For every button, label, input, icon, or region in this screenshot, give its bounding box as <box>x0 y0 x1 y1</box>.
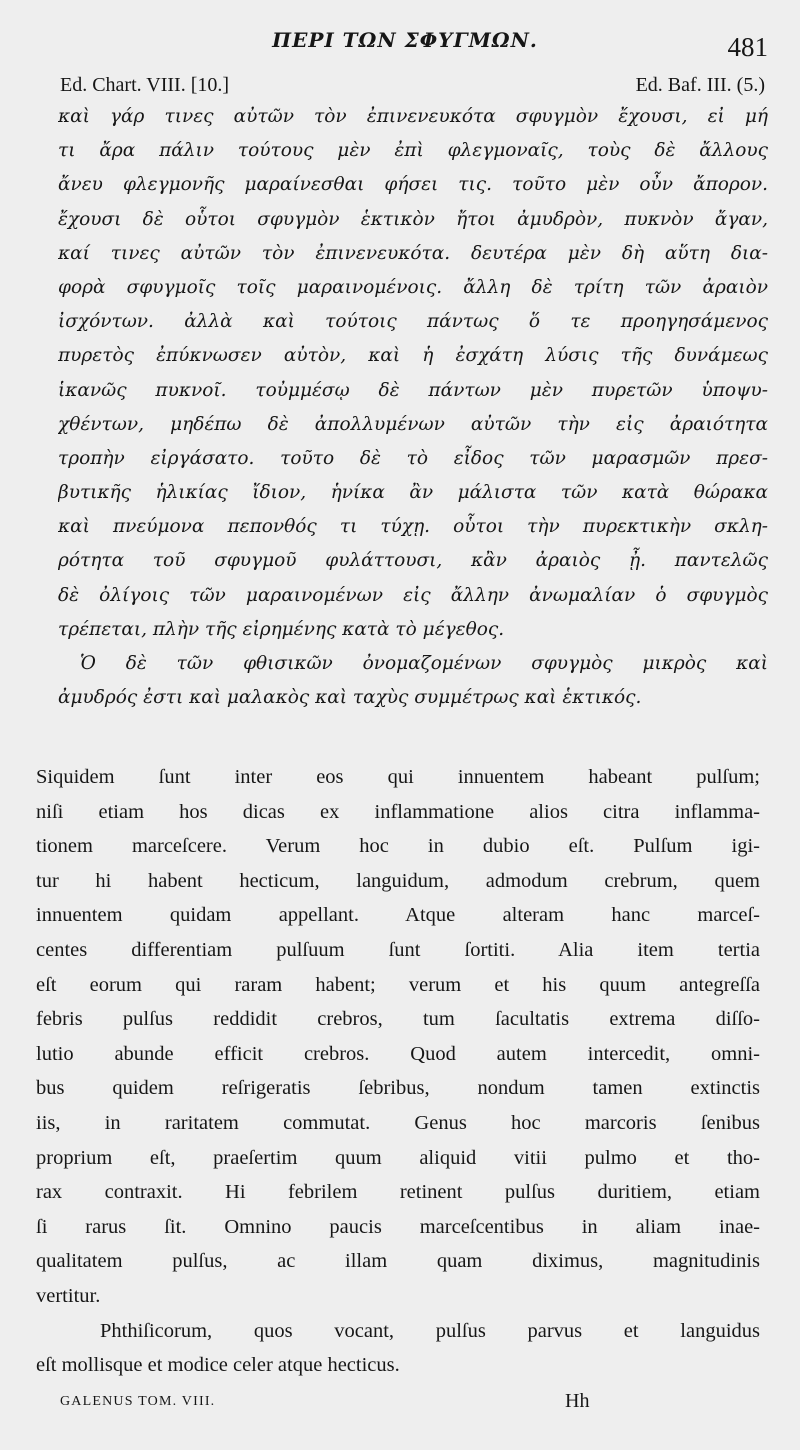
latin-line: eſt mollisque et modice celer atque hecticus. <box>36 1354 400 1377</box>
greek-line: ἀμυδρός ἐστι καὶ μαλακὸς καὶ ταχὺς συμμέτρως καὶ ἑκτικός. <box>58 687 642 709</box>
greek-line: ρότητα τοῦ σφυγμοῦ φυλάττουσι, κἂν ἀραιὸς ᾖ. παντελῶς <box>58 550 768 572</box>
page-number: 481 <box>727 32 768 62</box>
greek-line: καὶ πνεύμονα πεπονθός τι τύχῃ. οὗτοι τὴν πυρεκτικὴν σκλη- <box>58 516 768 538</box>
page-footer <box>60 1390 600 1420</box>
latin-line: Phthiſicorum, quos vocant, pulſus parvus et languidus <box>100 1319 760 1342</box>
latin-line: tionem marceſcere. Verum hoc in dubio eſt. Pulſum igi- <box>36 835 760 858</box>
latin-line: rax contraxit. Hi febrilem retinent pulſus duritiem, etiam <box>36 1181 760 1204</box>
greek-text-block <box>58 100 768 715</box>
greek-line: καὶ γάρ τινες αὐτῶν τὸν ἐπινενευκότα σφυγμὸν ἔχουσι, εἰ μή <box>58 106 768 127</box>
latin-text-block <box>36 760 760 1383</box>
latin-line: innuentem quidam appellant. Atque alteram hanc marceſ- <box>36 904 760 927</box>
gathering-mark: Hh <box>565 1390 590 1412</box>
greek-line: πυρετὸς ἐπύκνωσεν αὐτὸν, καὶ ἡ ἐσχάτη λύσις τῆς δυνάμεως <box>58 345 768 367</box>
latin-line: niſi etiam hos dicas ex inflammatione alios citra inflamma- <box>36 800 760 823</box>
latin-line: ſi rarus ſit. Omnino paucis marceſcentibus in aliam inae- <box>36 1215 760 1238</box>
latin-line: bus quidem reſrigeratis ſebribus, nondum tamen extinctis <box>36 1077 760 1100</box>
greek-line: ἔχουσι δὲ οὗτοι σφυγμὸν ἑκτικὸν ἤτοι ἀμυδρὸν, πυκνὸν ἄγαν, <box>58 208 768 230</box>
greek-line: χθέντων, μηδέπω δὲ ἀπολλυμένων αὐτῶν τὴν εἰς ἀραιότητα <box>58 413 768 435</box>
latin-line: Siquidem ſunt inter eos qui innuentem habeant pulſum; <box>36 766 760 788</box>
latin-line: vertitur. <box>36 1284 101 1307</box>
latin-line: proprium eſt, praeſertim quum aliquid vitii pulmo et tho- <box>36 1146 760 1169</box>
latin-line: centes differentiam pulſuum ſunt ſortiti. Alia item tertia <box>36 938 760 961</box>
latin-line: tur hi habent hecticum, languidum, admodum crebrum, quem <box>36 869 760 892</box>
greek-line: δὲ ὀλίγοις τῶν μαραινομένων εἰς ἄλλην ἀνωμαλίαν ὁ σφυγμὸς <box>58 584 768 606</box>
running-head <box>0 28 800 62</box>
running-title: ΠΕΡΙ ΤΩΝ ΣΦΥΓΜΩΝ. <box>272 28 538 52</box>
greek-line: ἄνευ φλεγμονῆς μαραίνεσθαι φήσει τις. τοῦτο μὲν οὖν ἄπορον. <box>58 174 768 196</box>
latin-line: febris pulſus reddidit crebros, tum ſacultatis extrema diſſo- <box>36 1008 760 1031</box>
greek-line: ἰσχόντων. ἀλλὰ καὶ τούτοις πάντως ὅ τε προηγησάμενος <box>58 311 768 333</box>
latin-line: lutio abunde efficit crebros. Quod autem intercedit, omni- <box>36 1042 760 1065</box>
latin-line: iis, in raritatem commutat. Genus hoc marcoris ſenibus <box>36 1111 760 1134</box>
greek-line: φορὰ σφυγμοῖς τοῖς μαραινομένοις. ἄλλη δὲ τρίτη τῶν ἀραιὸν <box>58 276 768 298</box>
latin-line: qualitatem pulſus, ac illam quam diximus, magnitudinis <box>36 1250 760 1273</box>
volume-signature: GALENUS TOM. VIII. <box>60 1394 216 1409</box>
greek-line: ἱκανῶς πυκνοῖ. τοὐμμέσῳ δὲ πάντων μὲν πυρετῶν ὑποψυ- <box>58 379 768 401</box>
greek-line: Ὁ δὲ τῶν φθισικῶν ὀνομαζομένων σφυγμὸς μικρὸς καὶ <box>80 653 768 674</box>
greek-line: βυτικῆς ἡλικίας ἴδιον, ἡνίκα ἂν μάλιστα τῶν κατὰ θώρακα <box>58 482 768 504</box>
edition-basel-reference: Ed. Baf. III. (5.) <box>635 74 765 96</box>
greek-line: τροπὴν εἰργάσατο. τοῦτο δὲ τὸ εἶδος τῶν μαρασμῶν πρεσ- <box>58 447 768 469</box>
greek-line: τι ἄρα πάλιν τούτους μὲν ἐπὶ φλεγμοναῖς, τοὺς δὲ ἄλλους <box>58 140 768 162</box>
greek-line: καί τινες αὐτῶν τὸν ἐπινενευκότα. δευτέρα μὲν δὴ αὕτη δια- <box>58 242 768 264</box>
edition-chart-reference: Ed. Chart. VIII. [10.] <box>60 74 230 96</box>
latin-line: eſt eorum qui raram habent; verum et his quum antegreſſa <box>36 973 760 996</box>
edition-reference-row <box>60 74 765 100</box>
greek-line: τρέπεται, πλὴν τῆς εἰρημένης κατὰ τὸ μέγεθος. <box>58 618 505 640</box>
